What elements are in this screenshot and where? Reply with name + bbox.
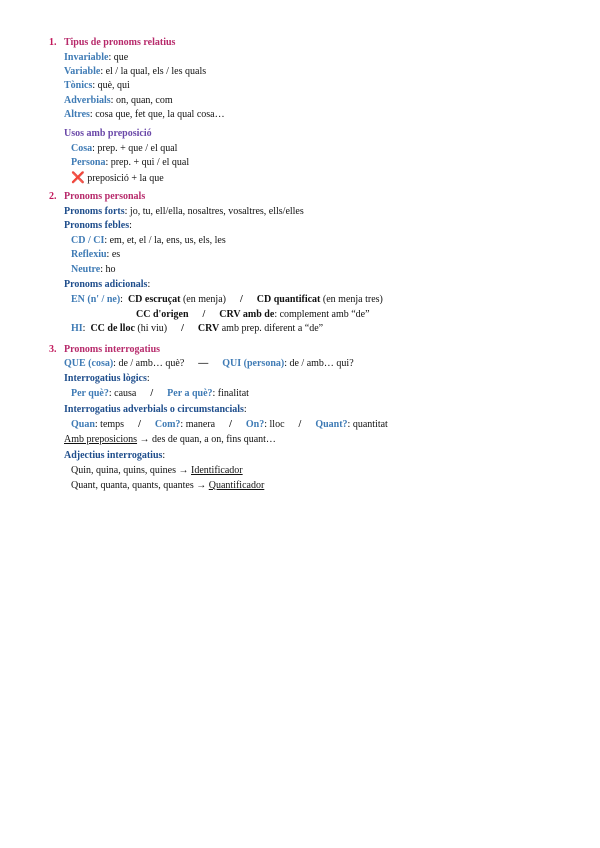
section-2-number: 2. — [49, 191, 57, 202]
term-label: HI — [71, 323, 83, 334]
term-value: : de / amb… què? — [113, 358, 185, 369]
separator: — — [198, 358, 209, 369]
term-bold: CD quantificat — [256, 294, 321, 305]
term-label: QUE (cosa) — [64, 358, 114, 369]
term-label: Adverbials — [64, 95, 111, 106]
invariable-row — [64, 52, 128, 64]
term-bold: CC d'origen — [136, 309, 189, 320]
term-value: : ho — [100, 264, 116, 275]
term-label: Pronoms febles — [64, 220, 130, 231]
separator: / — [202, 309, 206, 320]
term-label: Per a què? — [167, 388, 213, 399]
neutre-row — [71, 264, 116, 276]
term-value: : — [162, 450, 166, 461]
section-3-title — [64, 344, 160, 356]
term-value: : — [146, 373, 150, 384]
term-label: EN (n' / ne) — [71, 294, 121, 305]
term-label: Com? — [154, 419, 181, 430]
adverbials-row — [64, 95, 173, 107]
term-label: Quan — [71, 419, 95, 430]
term-label: Interrogatius lògics — [64, 373, 147, 384]
term-label: On? — [245, 419, 265, 430]
febles-row — [64, 220, 132, 232]
term-label: Cosa — [71, 143, 93, 154]
term-label: Invariable — [64, 52, 109, 63]
subheading: Usos amb preposició — [64, 128, 152, 139]
term-bold: CD escruçat — [127, 294, 181, 305]
term-label: Pronoms forts — [64, 206, 125, 217]
term-value: : temps — [94, 419, 125, 430]
term-value: : quantitat — [347, 419, 388, 430]
section-title: Tipus de pronoms relatius — [64, 37, 176, 48]
term-label: Neutre — [71, 264, 101, 275]
term-label: QUI (persona) — [222, 358, 285, 369]
term-value: : em, et, el / la, ens, us, els, les — [104, 235, 226, 246]
term-value: (hi viu) — [134, 323, 168, 334]
term-value: : es — [106, 249, 121, 260]
term-value: : prep. + que / el qual — [92, 143, 178, 154]
term-value: : prep. + qui / el qual — [105, 157, 190, 168]
term-label: Tònics — [64, 80, 93, 91]
separator: / — [181, 323, 184, 334]
term-value: : de / amb… qui? — [284, 358, 354, 369]
quin-row — [71, 465, 243, 477]
term-label: Pronoms adicionals — [64, 279, 148, 290]
term-value: : — [129, 220, 132, 231]
term-label: Persona — [71, 157, 106, 168]
term-label: Per què? — [71, 388, 109, 399]
section-1-title — [64, 37, 175, 49]
section-title: Pronoms personals — [64, 191, 146, 202]
term-label: Altres — [64, 109, 90, 120]
usos-heading — [64, 128, 152, 140]
quant-row — [71, 480, 264, 492]
en-row — [71, 294, 383, 306]
term-value: : finalitat — [212, 388, 249, 399]
term-value: : manera — [180, 419, 216, 430]
separator: / — [138, 419, 141, 430]
tonics-row — [64, 80, 130, 92]
term-bold: CC de lloc — [90, 323, 135, 334]
colon: : — [120, 294, 123, 305]
cross-row — [71, 172, 164, 185]
underlined-text: Amb preposicions — [64, 434, 138, 445]
term-bold: CRV — [197, 323, 220, 334]
adicionals-row — [64, 279, 150, 291]
underlined-text: Quantificador — [208, 480, 265, 491]
term-bold: CRV amb de — [219, 309, 275, 320]
altres-row — [64, 109, 225, 121]
cdci-row — [71, 235, 226, 247]
underlined-text: Identificador — [191, 465, 243, 476]
term-value: (en menja) — [180, 294, 226, 305]
en-row-2 — [136, 309, 370, 321]
term-label: Reflexiu — [71, 249, 107, 260]
term-value: : què, qui — [92, 80, 130, 91]
section-3-number: 3. — [49, 344, 57, 355]
term-value: : on, quan, com — [110, 95, 173, 106]
cosa-row — [71, 143, 177, 155]
term-value: amb prep. diferent a “de” — [219, 323, 324, 334]
forts-row — [64, 206, 304, 218]
term-value: Quant, quanta, quants, quantes → — [71, 480, 209, 491]
term-value: → des de quan, a on, fins quant… — [137, 434, 276, 445]
separator: / — [239, 294, 243, 305]
term-value: : complement amb “de” — [274, 309, 370, 320]
adverbials-heading-row — [64, 404, 247, 416]
que-qui-row — [64, 358, 354, 370]
separator: / — [150, 388, 154, 399]
term-value: : — [147, 279, 151, 290]
term-label: CD / CI — [71, 235, 105, 246]
term-label: Adjectius interrogatius — [64, 450, 163, 461]
separator: / — [298, 419, 302, 430]
term-value: : causa — [108, 388, 137, 399]
separator: / — [229, 419, 232, 430]
colon: : — [82, 323, 86, 334]
perque-row — [71, 388, 249, 400]
term-value: : que — [108, 52, 129, 63]
term-value: : jo, tu, ell/ella, nosaltres, vosaltres, ells/elles — [124, 206, 304, 217]
logics-row — [64, 373, 150, 385]
quan-row — [71, 419, 388, 431]
term-label: Variable — [64, 66, 101, 77]
term-label: Interrogatius adverbials o circumstancials — [64, 404, 244, 415]
term-value: preposició + la que — [84, 173, 164, 184]
term-value: (en menja tres) — [320, 294, 383, 305]
section-2-title — [64, 191, 145, 203]
term-value: : lloc — [264, 419, 285, 430]
term-value: : cosa que, fet que, la qual cosa… — [89, 109, 225, 120]
section-title: Pronoms interrogatius — [64, 344, 161, 355]
term-value: Quin, quina, quins, quines → — [71, 465, 191, 476]
persona-row — [71, 157, 189, 169]
term-value: : — [243, 404, 247, 415]
section-1-number: 1. — [49, 37, 57, 48]
cross-icon: ❌ — [71, 171, 85, 184]
variable-row — [64, 66, 206, 78]
amb-prep-row — [64, 434, 276, 446]
reflexiu-row — [71, 249, 120, 261]
adjectius-row — [64, 450, 165, 462]
hi-row — [71, 323, 323, 335]
term-value: : el / la qual, els / les quals — [100, 66, 207, 77]
term-label: Quant? — [315, 419, 348, 430]
